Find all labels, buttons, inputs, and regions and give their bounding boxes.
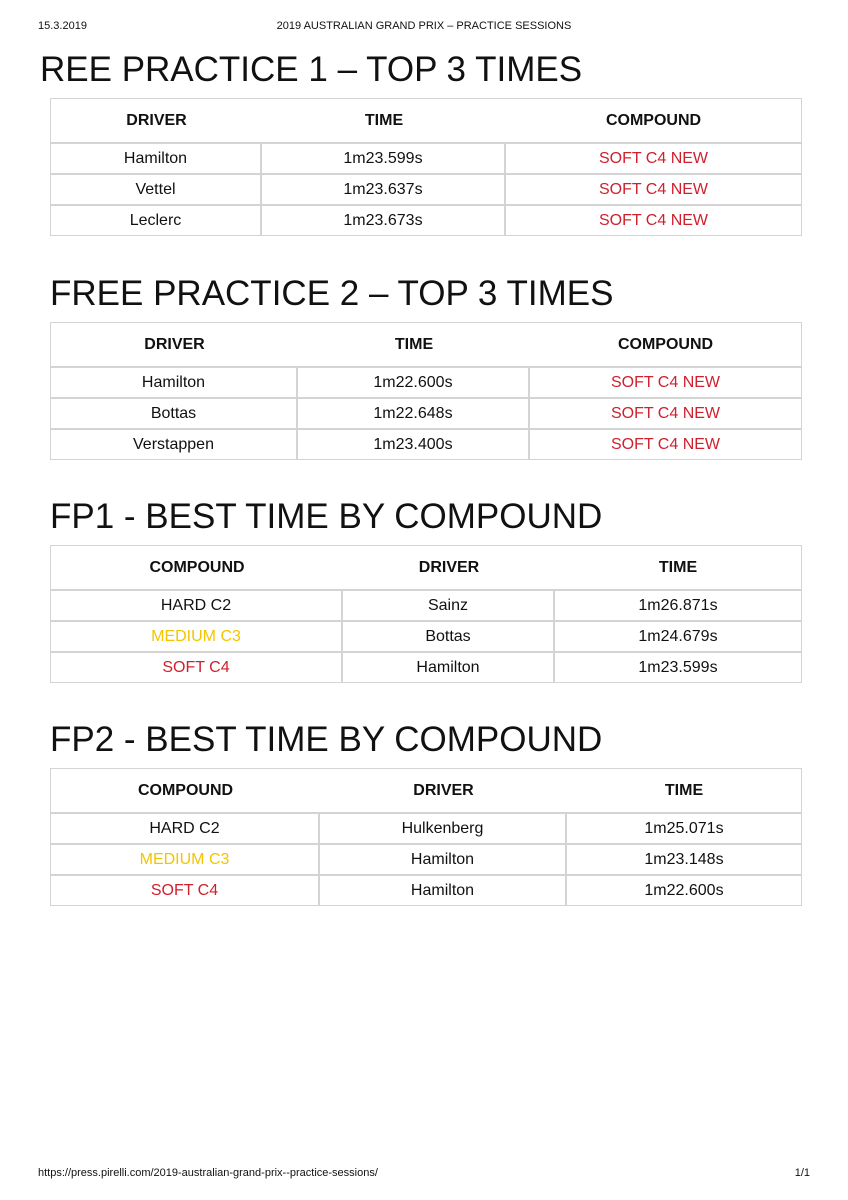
compound-cell: SOFT C4 NEW (506, 175, 801, 206)
table-row (51, 368, 801, 399)
time-cell: 1m24.679s (555, 622, 801, 653)
column-header-driver: DRIVER (51, 99, 262, 144)
print-title: 2019 AUSTRALIAN GRAND PRIX – PRACTICE SESSIONS (276, 20, 572, 32)
compound-cell: SOFT C4 NEW (598, 211, 709, 229)
time-cell: 1m22.600s (644, 881, 724, 899)
table-row (51, 845, 801, 876)
table-row (51, 653, 801, 682)
time-cell: 1m22.600s (298, 368, 530, 399)
time-cell: 1m23.400s (298, 430, 530, 459)
table-header-row (51, 769, 801, 814)
column-header-compound: COMPOUND (506, 99, 801, 144)
fp1-compound-section (50, 497, 802, 683)
driver-cell: Hamilton (51, 144, 262, 175)
driver-cell: Verstappen (51, 430, 298, 459)
time-cell: 1m23.637s (262, 175, 506, 206)
time-cell: 1m23.148s (567, 845, 801, 876)
compound-cell: HARD C2 (51, 591, 343, 622)
column-header-driver: DRIVER (320, 769, 567, 814)
table-row (51, 144, 801, 175)
table-header-row (51, 99, 801, 144)
driver-cell: Hamilton (320, 845, 567, 876)
driver-cell: Bottas (51, 399, 298, 430)
compound-cell: SOFT C4 NEW (610, 435, 721, 453)
page-number: 1/1 (794, 1167, 810, 1179)
table-header-row (51, 323, 801, 368)
print-date: 15.3.2019 (38, 20, 87, 32)
time-cell: 1m22.648s (298, 399, 530, 430)
column-header-compound: COMPOUND (530, 323, 801, 368)
fp2-top3-section (50, 274, 802, 460)
section-title: FP2 - BEST TIME BY COMPOUND (50, 720, 603, 759)
time-cell: 1m25.071s (567, 814, 801, 845)
driver-cell: Vettel (51, 175, 262, 206)
section-title: REE PRACTICE 1 – TOP 3 TIMES (40, 50, 583, 89)
compound-cell: SOFT C4 NEW (506, 144, 801, 175)
time-cell: 1m23.673s (262, 206, 506, 235)
column-header-time: TIME (555, 546, 801, 591)
column-header-time: TIME (298, 323, 530, 368)
fp1-top3-section (40, 50, 802, 236)
driver-cell: Hamilton (51, 368, 298, 399)
driver-cell: Hamilton (320, 876, 567, 905)
table-row (51, 175, 801, 206)
source-url[interactable]: https://press.pirelli.com/2019-australian-grand-prix--practice-sessions/ (38, 1167, 378, 1179)
fp2-compound-section (50, 720, 802, 906)
time-cell: 1m23.599s (638, 658, 718, 676)
column-header-time: TIME (262, 99, 506, 144)
table-row (51, 814, 801, 845)
time-cell: 1m23.599s (262, 144, 506, 175)
section-title: FP1 - BEST TIME BY COMPOUND (50, 497, 603, 536)
compound-cell: HARD C2 (51, 814, 320, 845)
column-header-compound: COMPOUND (51, 546, 343, 591)
fp1-top3-table (50, 98, 802, 236)
time-cell: 1m26.871s (555, 591, 801, 622)
section-title: FREE PRACTICE 2 – TOP 3 TIMES (50, 274, 614, 313)
column-header-compound: COMPOUND (51, 769, 320, 814)
fp2-top3-table (50, 322, 802, 460)
driver-cell: Sainz (343, 591, 555, 622)
compound-cell: SOFT C4 NEW (530, 399, 801, 430)
column-header-driver: DRIVER (51, 323, 298, 368)
compound-cell: MEDIUM C3 (51, 845, 320, 876)
table-row (51, 591, 801, 622)
fp2-compound-table (50, 768, 802, 906)
driver-cell: Hamilton (343, 653, 555, 682)
driver-cell: Leclerc (51, 206, 262, 235)
compound-cell: SOFT C4 (51, 653, 343, 682)
table-row (51, 876, 801, 905)
table-row (51, 430, 801, 459)
compound-cell: SOFT C4 NEW (530, 368, 801, 399)
column-header-time: TIME (567, 769, 801, 814)
table-row (51, 622, 801, 653)
compound-cell: SOFT C4 (51, 876, 320, 905)
print-header (38, 20, 810, 36)
driver-cell: Hulkenberg (320, 814, 567, 845)
fp1-compound-table (50, 545, 802, 683)
column-header-driver: DRIVER (343, 546, 555, 591)
driver-cell: Bottas (343, 622, 555, 653)
print-footer (38, 1167, 810, 1183)
compound-cell: MEDIUM C3 (51, 622, 343, 653)
table-header-row (51, 546, 801, 591)
table-row (51, 399, 801, 430)
table-row (51, 206, 801, 235)
